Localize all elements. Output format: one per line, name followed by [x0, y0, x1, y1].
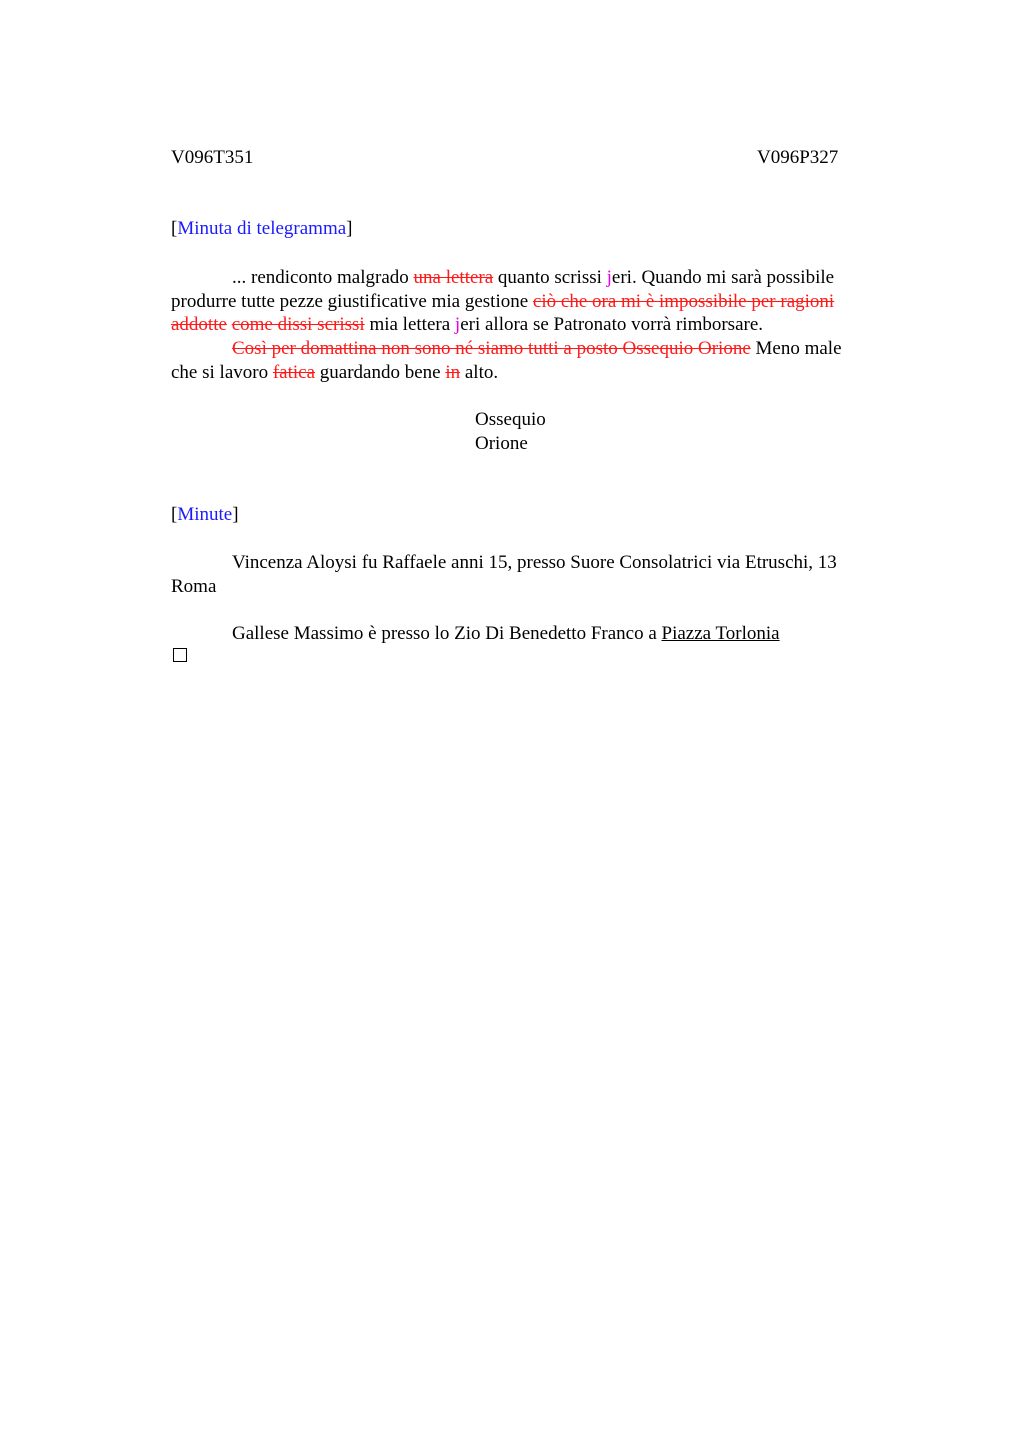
- deleted-text: addotte: [171, 314, 227, 335]
- minute-paragraph-2: Gallese Massimo è presso lo Zio Di Benedetto Franco a Piazza Torlonia: [232, 623, 780, 644]
- deleted-text: in: [445, 362, 461, 383]
- inserted-letter: j: [454, 314, 461, 335]
- deleted-text: Così per domattina non sono né siamo tutti a posto Ossequio Orione: [232, 338, 751, 359]
- telegram-line-3: addotte come dissi scrissi mia lettera jeri allora se Patronato vorrà rimborsare.: [171, 314, 764, 335]
- telegram-line-1: ... rendiconto malgrado una lettera quanto scrissi jeri. Quando mi sarà possibile: [232, 267, 835, 288]
- telegram-line-5: che si lavoro fatica guardando bene in alto.: [171, 362, 499, 383]
- telegram-line-2: produrre tutte pezze giustificative mia gestione ciò che ora mi è impossibile per ragioni: [171, 291, 835, 312]
- closing-ossequio: Ossequio: [475, 409, 546, 430]
- checkbox-square-icon: [173, 648, 187, 662]
- minute-paragraph-1-line-2: Roma: [171, 576, 217, 597]
- deleted-text: ciò che ora mi è impossibile per ragioni: [532, 291, 835, 312]
- left-code: V096T351: [171, 147, 254, 168]
- telegram-heading: [Minuta di telegramma]: [171, 218, 353, 239]
- inserted-letter: j: [606, 267, 612, 288]
- minute-paragraph-1-line-1: Vincenza Aloysi fu Raffaele anni 15, presso Suore Consolatrici via Etruschi, 13: [232, 552, 837, 573]
- deleted-text: come dissi scrissi: [231, 314, 365, 335]
- underlined-place: Piazza Torlonia: [661, 623, 780, 644]
- telegram-line-4: Così per domattina non sono né siamo tutti a posto Ossequio Orione Meno male: [232, 338, 842, 359]
- heading-title: Minuta di telegramma: [177, 218, 347, 239]
- minute-heading: [Minute]: [171, 504, 239, 525]
- deleted-text: fatica: [272, 362, 316, 383]
- right-code: V096P327: [757, 147, 839, 168]
- closing-signature: Orione: [475, 433, 528, 454]
- heading-title: Minute: [177, 504, 233, 525]
- deleted-text: una lettera: [413, 267, 494, 288]
